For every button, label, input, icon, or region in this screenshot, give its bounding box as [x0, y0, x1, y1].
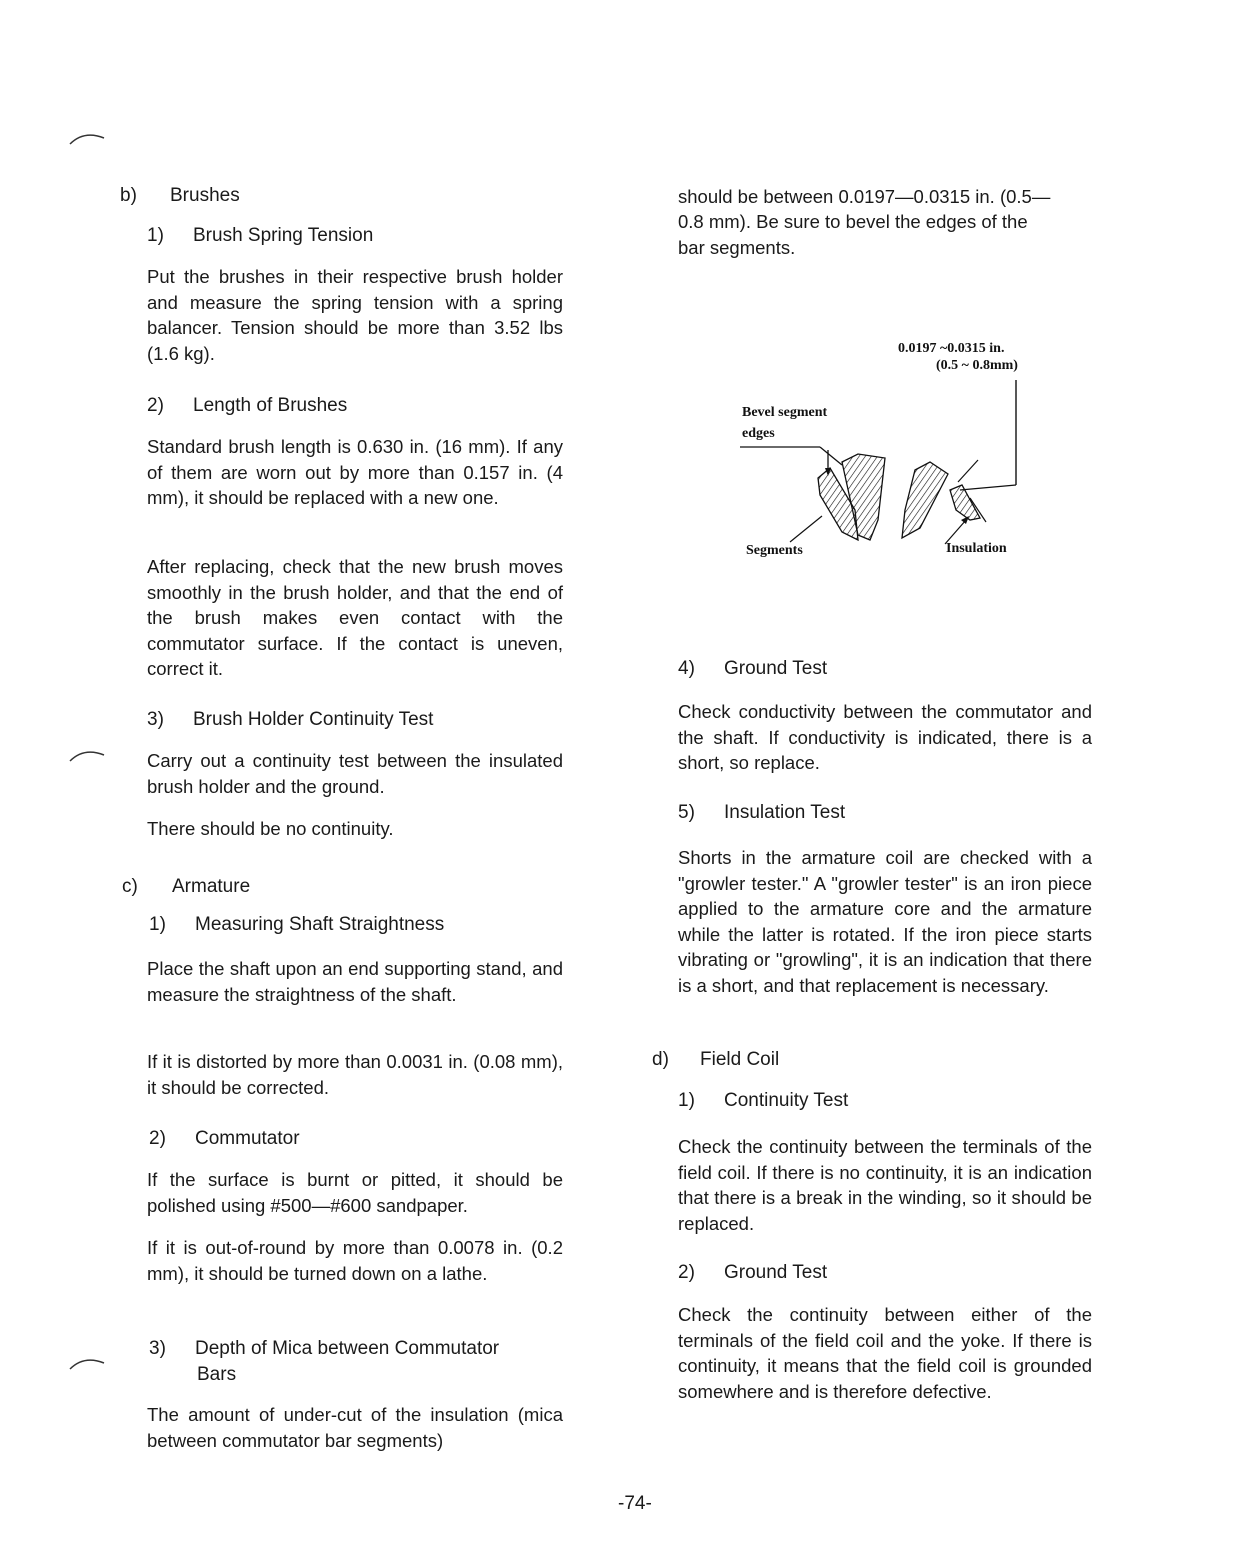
ground-test-2-heading: 2) Ground Test: [678, 1262, 828, 1283]
figure-bevel-label-2: edges: [742, 426, 775, 441]
continuity-test-heading: 1) Continuity Test: [678, 1090, 849, 1111]
mica-continued-line2: 0.8 mm). Be sure to bevel the edges of the: [678, 211, 1028, 232]
brush-spring-heading: 1) Brush Spring Tension: [147, 225, 374, 246]
commutator-heading: 2) Commutator: [149, 1128, 300, 1149]
mica-continued-line1: should be between 0.0197—0.0315 in. (0.5—: [678, 186, 1051, 207]
ground-test-text: Check conductivity between the commutator and the shaft. If conductivity is indicated, there is a short, so replace.: [678, 701, 1092, 774]
mica-heading: 3) Depth of Mica between Commutator: [149, 1338, 500, 1359]
brush-spring-text: Put the brushes in their respective brush holder and measure the spring tension with a spring balancer. Tension should be more than 3.52 lbs (1.6 kg).: [147, 266, 563, 364]
mica-text: The amount of under-cut of the insulation (mica between commutator bar segments): [147, 1404, 563, 1451]
figure-dim-in: 0.0197 ~0.0315 in.: [898, 341, 1005, 356]
page-number: -74-: [618, 1493, 652, 1514]
length-text-2: After replacing, check that the new brush moves smoothly in the brush holder, and that the end of the brush makes even contact with the commutator surface. If the contact is uneven, correct it.: [147, 556, 563, 680]
section-b-heading: b) Brushes: [120, 185, 240, 206]
holder-text-1: Carry out a continuity test between the insulated brush holder and the ground.: [147, 750, 563, 797]
section-d-heading: d) Field Coil: [652, 1049, 780, 1070]
section-c-heading: c) Armature: [122, 876, 251, 897]
figure-bevel-label-1: Bevel segment: [742, 405, 828, 420]
figure-segments-label: Segments: [746, 543, 803, 558]
figure-insulation-label: Insulation: [946, 541, 1007, 556]
insulation-test-heading: 5) Insulation Test: [678, 802, 846, 823]
commutator-bevel-diagram: [730, 370, 1030, 560]
figure-dim-mm: (0.5 ~ 0.8mm): [936, 358, 1018, 373]
length-text-1: Standard brush length is 0.630 in. (16 mm). If any of them are worn out by more than 0.157 in. (4 mm), it should be replaced with a new one.: [147, 436, 563, 509]
scan-mark: [68, 128, 108, 148]
holder-heading: 3) Brush Holder Continuity Test: [147, 709, 434, 730]
shaft-heading: 1) Measuring Shaft Straightness: [149, 914, 445, 935]
shaft-text-1: Place the shaft upon an end supporting stand, and measure the straightness of the shaft.: [147, 958, 563, 1005]
ground-test-2-text: Check the continuity between either of the terminals of the field coil and the yoke. If there is continuity, it means that the field coil is grounded somewhere and is therefore defective.: [678, 1304, 1092, 1402]
length-heading: 2) Length of Brushes: [147, 395, 348, 416]
scan-mark: [68, 1353, 108, 1373]
mica-continued-line3: bar segments.: [678, 237, 796, 258]
holder-text-2: There should be no continuity.: [147, 818, 394, 839]
insulation-test-text: Shorts in the armature coil are checked with a "growler tester." A "growler tester" is an iron piece applied to the armature core and the armature while the latter is rotated. If the iron piece starts vibrating or "growling", it is an indication that there is a short, and that replacement is necessary.: [678, 847, 1092, 996]
continuity-test-text: Check the continuity between the terminals of the field coil. If there is no continuity, it is an indication that there is a break in the winding, so it should be replaced.: [678, 1136, 1092, 1234]
ground-test-heading: 4) Ground Test: [678, 658, 828, 679]
mica-heading-line2: Bars: [197, 1364, 237, 1385]
scan-mark: [68, 745, 108, 765]
commutator-text-1: If the surface is burnt or pitted, it should be polished using #500—#600 sandpaper.: [147, 1169, 563, 1216]
commutator-text-2: If it is out-of-round by more than 0.0078 in. (0.2 mm), it should be turned down on a lathe.: [147, 1237, 563, 1284]
shaft-text-2: If it is distorted by more than 0.0031 in. (0.08 mm), it should be corrected.: [147, 1051, 563, 1098]
